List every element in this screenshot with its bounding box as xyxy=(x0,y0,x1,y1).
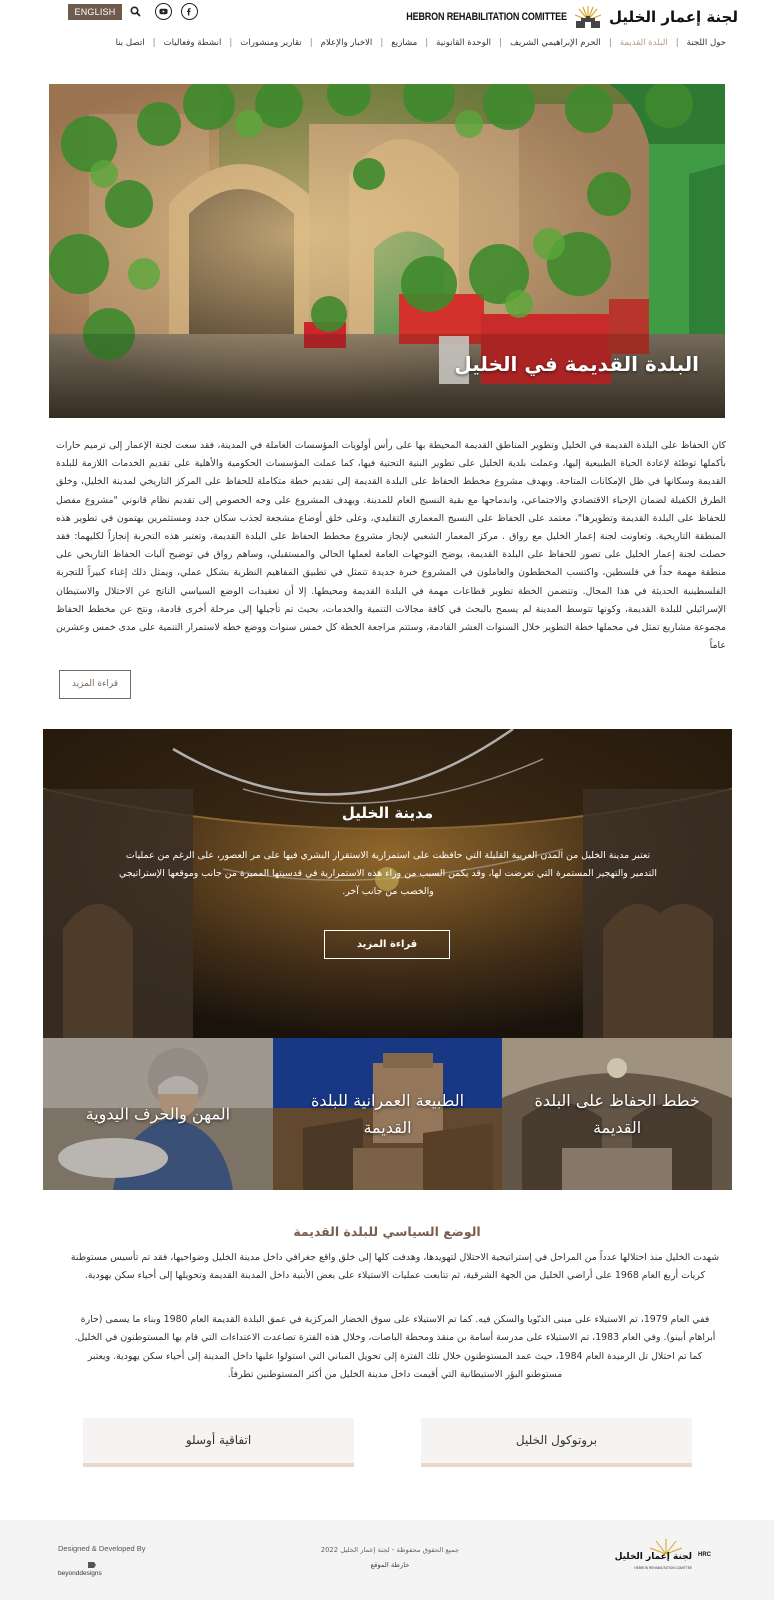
nav-item-news[interactable]: الاخبار والإعلام xyxy=(320,38,373,48)
footer-logo-mark: HRC xyxy=(698,1552,711,1558)
intro-read-more-button[interactable]: قراءة المزيد xyxy=(59,670,131,699)
agency-logo[interactable] xyxy=(58,1561,118,1579)
nav-separator: | xyxy=(380,38,384,48)
tile-urban-nature[interactable] xyxy=(273,1038,503,1190)
sitemap-link[interactable]: خارطة الموقع xyxy=(370,1561,410,1569)
agency-name: beyonddesigns xyxy=(58,1570,102,1577)
political-section-title: الوضع السياسي للبلدة القديمة xyxy=(293,1224,481,1239)
designed-by-text: Designed & Developed By xyxy=(58,1544,146,1553)
site-logo[interactable] xyxy=(371,3,738,31)
hero-image xyxy=(49,84,725,418)
site-footer xyxy=(0,1520,774,1600)
tile-preservation-plans-label: خطط الحفاظ على البلدة القديمة xyxy=(534,1091,700,1137)
language-switch-button[interactable]: ENGLISH xyxy=(68,4,122,20)
topic-tiles xyxy=(43,1038,732,1190)
oslo-agreement-button[interactable]: اتفاقية أوسلو xyxy=(83,1418,354,1467)
logo-arabic-text: لجنة إعمار الخليل xyxy=(608,8,738,26)
nav-separator: | xyxy=(675,38,679,48)
nav-separator: | xyxy=(608,38,612,48)
logo-sun-icon xyxy=(573,4,603,30)
search-icon[interactable] xyxy=(128,4,144,20)
tile-crafts-label: المهن والحرف اليدوية xyxy=(85,1104,231,1124)
nav-item-activities[interactable]: انشطة وفعاليات xyxy=(163,38,222,48)
footer-logo-arabic-text: لجنة إعمار الخليل xyxy=(614,1552,692,1562)
city-title: مدينة الخليل xyxy=(341,804,434,822)
nav-separator: | xyxy=(425,38,429,48)
logo-english-text: HEBRON REHABILITATION COMITTEE xyxy=(406,11,567,23)
footer-logo[interactable] xyxy=(610,1538,722,1580)
hebron-city-section xyxy=(43,729,732,1038)
footer-logo-english-text: HEBRON REHABILITATION COMITTEE xyxy=(634,1566,692,1570)
city-read-more-button[interactable]: قراءة المزيد xyxy=(324,930,450,959)
main-nav xyxy=(116,38,726,48)
nav-item-about[interactable]: حول اللجنة xyxy=(686,38,726,48)
nav-item-reports[interactable]: تقارير ومنشورات xyxy=(240,38,302,48)
site-header xyxy=(0,0,774,60)
tile-urban-nature-label: الطبيعة العمرانية للبلدة القديمة xyxy=(310,1091,465,1137)
nav-item-contact[interactable]: اتصل بنا xyxy=(115,38,145,48)
hebron-protocol-button[interactable]: بروتوكول الخليل xyxy=(421,1418,692,1467)
political-paragraph-1: شهدت الخليل منذ احتلالها عدداً من المراحل في إستراتيجية الاحتلال لتهويدها، وهدفت كلها إلى خلق واقع جغرافي داخل مدينة الخليل وضواحيها، فقد تم تأسيس مستوطنة كريات أربع العام 1968 على أراضي الخليل من الجهة الشرقية، ثم تتابعت عمليات الاستيلاء على بعض الأبنية داخل المدينة القديمة وتحويلها إلى أحياء سكن يهودية. xyxy=(70,1252,720,1282)
nav-item-ibrahimi-mosque[interactable]: الحرم الإبراهيمي الشريف xyxy=(509,38,601,48)
tile-preservation-plans[interactable] xyxy=(502,1038,732,1190)
hero-title: البلدة القديمة في الخليل xyxy=(454,352,699,376)
intro-paragraph: كان الحفاظ على البلدة القديمة في الخليل وتطوير المناطق القديمة المحيطة بها على رأس أولويات المؤسسات العاملة في المدينة، فقد سعت لجنة الإعمار إلى ترميم حارات بأكملها توطئة لإعادة الحياة الطبيعية إليها، وعملت بلدية الخليل على تطوير البنية التحتية فيها، كما عملت المؤسسات الحكومية والأهلية على تقديم الخدمات اللازمة للبلدة القديمة وسكانها في ظل الإمكانات المتاحة. ويهدف مشروع مخطط الحفاظ على البلدة القديمة إلى تقديم خطة متكاملة للحفاظ على المركز التاريخي لمدينة الخليل، وخلق الطرق الكفيلة لضمان الإحياء الاقتصادي والاجتماعي، واندماجها مع بقية النسيج العام للمدينة. ويهدف المشروع على وجه الخصوص إلى تقديم نظام قانوني "مشروع مفصل للحفاظ على البلدة القديمة وتطويرها"، معتمد على الحفاظ على النسيج المعماري التقليدي، وعلى خلق أوضاع مشجعة لجذب سكان جدد ومستثمرين يهتمون في تطوير هذه المنطقة التاريخية. وتعاونت لجنة إعمار الخليل مع رواق . مركز المعمار الشعبي لإنجاز مشروع مخطط الحفاظ على البلدة القديمة، وتعتبر هذه التجربة إنجازاً لكليهما: فقد حصلت لجنة إعمار الخليل على تصور للحفاظ على البلدة القديمة، يوضح التوجهات العامة لعملها الحالي والمستقبلي، وساهم رواق في توضيح آليات الحفاظ التاريخي على منطقة مهمة جداً في فلسطين، واكتسب المخططون والعاملون في المشروع خبرة جديدة تتمثل في تطبيق المفاهيم النظرية بشكل عملي، ويمثل ذلك إغناء كبيراً للتجربة الفلسطينية الحديثة في هذا المجال. وتتضمن الخطة تطوير قطاعات مهمة في البلدة القديمة ومحيطها. إلا أن تعقيدات الوضع السياسي الناتج عن الاحتلال والاستيطان الإسرائيلي للبلدة القديمة، وكونها تتوسط المدينة لم يسمح بالبحث في كافة مجالات التنمية والخدمات، بحيث تم تأجيلها إلى مرحلة أخرى قادمة، ونتج عن مخطط الحفاظ مجموعة مشاريع تمثل في مجملها خطة التطوير خلال السنوات العشر القادمة، وستتم مراجعة الخطة كل خمس سنوات ووضع خطه لاستمرار التنمية على مدى خمس وعشرين عاماً xyxy=(56,440,726,652)
nav-separator: | xyxy=(152,38,156,48)
nav-separator: | xyxy=(309,38,313,48)
copyright-text: جميع الحقوق محفوظة - لجنة إعمار الخليل 2022 xyxy=(320,1546,460,1554)
political-paragraph-2: ففي العام 1979، تم الاستيلاء على مبنى الدبّويا والسكن فيه. كما تم الاستيلاء على سوق الخضار المركزية في عمق البلدة القديمة العام 1980 وبناء ما يسمى (حارة أبراهام أبينو). وفي العام 1983، تم الاستيلاء على مدرسة أسامة بن منقذ ومحطة الباصات، وخلال هذه الفترة تصاعدت الاعتداءات التي قام بها المستوطنون في الخليل. كما تم احتلال تل الرميدة العام 1984، حيث عمد المستوطنون خلال تلك الفترة إلى تحويل المباني التي استولوا عليها داخل المدينة إلى أحياء سكن يهودية. ويعتبر مستوطنو البؤر الاستيطانية التي أقيمت داخل مدينة الخليل من أكثر المستوطنين تطرفاً. xyxy=(74,1314,716,1381)
nav-item-projects[interactable]: مشاريع xyxy=(391,38,418,48)
nav-item-old-city[interactable]: البلدة القديمة xyxy=(619,38,668,48)
nav-separator: | xyxy=(499,38,502,48)
city-description: تعتبر مدينة الخليل من المدن العربية القليلة التي حافظت على استمرارية الاستقرار البشري فيها على مر العصور، على الرغم من عمليات التدمير والتهجير المستمرة التي تعرضت لها، وقد يكمن السبب من وراء هذه الاستمرارية في قدسيتها المميزة من جانب وموقعها الإستراتيجي والخصب من جانب آخر. xyxy=(119,850,657,897)
tile-crafts[interactable] xyxy=(43,1038,273,1190)
nav-separator: | xyxy=(229,38,233,48)
facebook-icon[interactable] xyxy=(181,3,198,20)
nav-item-legal-unit[interactable]: الوحدة القانونية xyxy=(436,38,492,48)
youtube-icon[interactable] xyxy=(155,3,172,20)
